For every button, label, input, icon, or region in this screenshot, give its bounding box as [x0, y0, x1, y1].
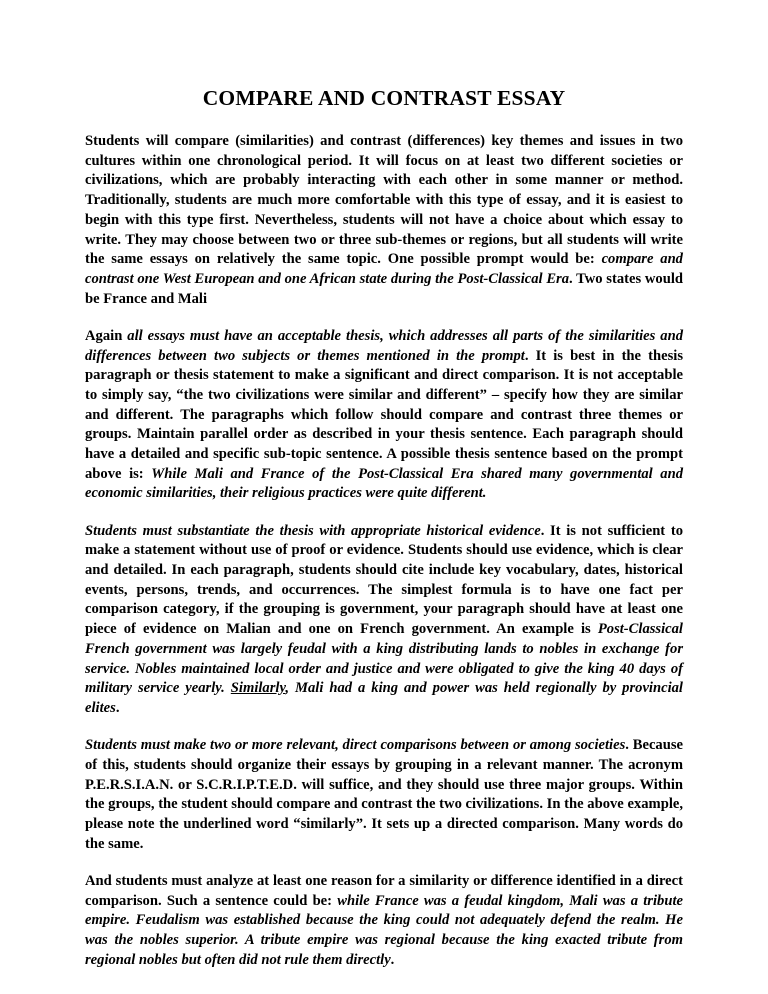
paragraph-thesis [85, 327, 683, 504]
paragraph-analysis [85, 872, 683, 971]
text-run: . Two states would be France and Mali [85, 270, 683, 307]
italic-example: Post-Classical French government was largely feudal with a king distributing lands to nobles in exchange for service. Nobles maintained local order and justice and were obligated to give the king 40 days of military service yearly. [85, 621, 683, 697]
document-title: COMPARE AND CONTRAST ESSAY [202, 86, 566, 110]
underlined-similarly: Similarly [230, 680, 286, 697]
italic-prompt: compare and contrast one West European and one African state during the Post-Classical Era [85, 251, 683, 287]
text-run: . [115, 699, 120, 716]
italic-thesis-example: While Mali and France of the Post-Classical Era shared many governmental and economic similarities, their religious practices were quite different. [85, 465, 684, 502]
italic-requirement: Students must substantiate the thesis with appropriate historical evidence [85, 522, 541, 539]
text-run: And students must analyze at least one reason for a similarity or difference identified in a direct comparison. Such a sentence could be: [85, 872, 683, 909]
paragraph-comparisons [85, 736, 683, 854]
text-run: Again [85, 327, 128, 344]
text-run: Students will compare (similarities) and contrast (differences) key themes and issues in two cultures within one chronological period. It will focus on at least two different societies or civilizations, which are probably interacting with each other in some manner or method. Traditionally, students are much more comfortable with this type of essay, and it is easiest to begin with this type first. Nevertheless, students will not have a choice about which essay to write. They may choose between two or three sub-themes or regions, but all students will write the same essays on relatively the same topic. One possible prompt would be: [85, 133, 683, 268]
italic-requirement: all essays must have an acceptable thesis, which addresses all parts of the similarities and differences between two subjects or themes mentioned in the prompt [85, 327, 683, 364]
italic-example: , Mali had a king and power was held regionally by provincial elites [85, 680, 683, 716]
text-run: . [390, 951, 395, 968]
italic-example: while France was a feudal kingdom, Mali was a tribute empire. Feudalism was established because the king could not adequately defend the realm. He was the nobles superior. A tribute empire was regional because the king exacted tribute from regional nobles but often did not rule them directly [85, 892, 683, 968]
text-run: . It is not sufficient to make a statement without use of proof or evidence. Students should use evidence, which is clear and detailed. In each paragraph, students should cite include key vocabulary, dates, historical events, persons, trends, and occurrences. The simplest formula is to have one fact per comparison category, if the grouping is government, your paragraph should have at least one piece of evidence on Malian and one on French government. An example is [85, 522, 684, 638]
paragraph-evidence [85, 522, 683, 719]
italic-requirement: Students must make two or more relevant, direct comparisons between or among societies [85, 737, 626, 754]
paragraph-introduction [85, 132, 683, 309]
text-run: . Because of this, students should organize their essays by grouping in a relevant manner. The acronym P.E.R.S.I.A.N. or S.C.R.I.P.T.E.D. will suffice, and they should use three major groups. Within the groups, the student should compare and contrast the two civilizations. In the above example, please note the underlined word “similarly”. It sets up a directed comparison. Many words do the same. [85, 737, 683, 852]
text-run: . It is best in the thesis paragraph or thesis statement to make a significant and direct comparison. It is not acceptable to simply say, “the two civilizations were similar and different” – specify how they are similar and different. The paragraphs which follow should compare and contrast three themes or groups. Maintain parallel order as described in your thesis sentence. Each paragraph should have a detailed and specific sub-topic sentence. A possible thesis sentence based on the prompt above is: [85, 347, 683, 482]
